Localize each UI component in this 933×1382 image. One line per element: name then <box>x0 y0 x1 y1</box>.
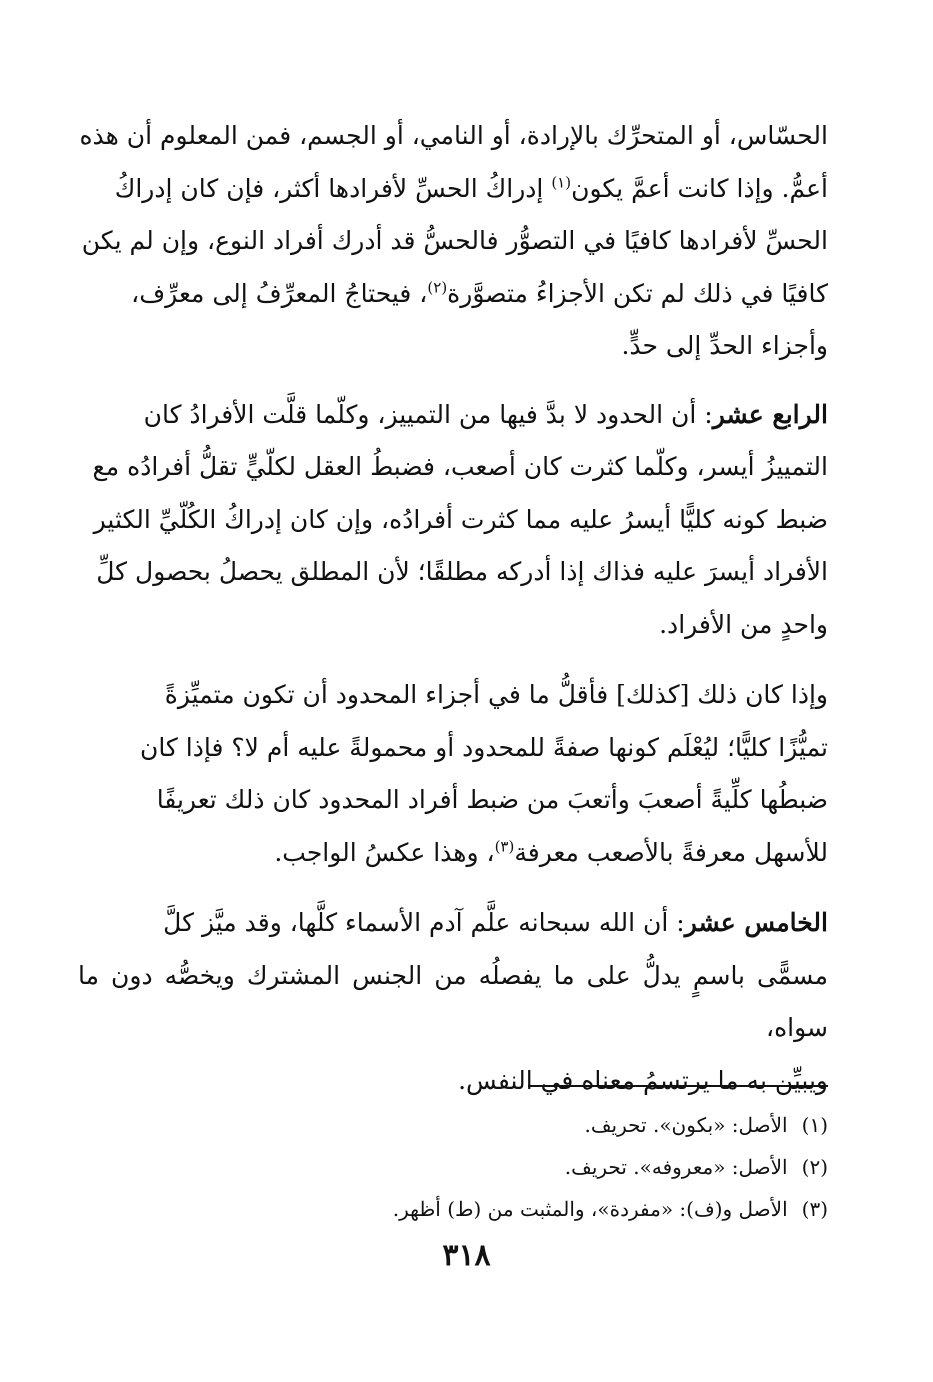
text-line: ضبط كونه كليًّا أيسرُ عليه مما كثرت أفرادُه، وإن كان إدراكُ الكُلّيِّ الكثير <box>93 504 828 534</box>
text-line <box>78 268 828 321</box>
text-segment: : أن الله سبحانه علَّم آدم الأسماء كلَّها، وقد ميَّز كلَّ <box>163 908 685 937</box>
section-heading: الخامس عشر <box>684 908 828 937</box>
text-segment: كافيًا في ذلك لم تكن الأجزاءُ متصوَّرة <box>447 278 828 308</box>
footnote-text: الأصل: «معروفه». تحريف. <box>564 1155 788 1179</box>
text-line <box>78 897 828 950</box>
text-line: الحسّاس، أو المتحرِّك بالإرادة، أو النامي، أو الجسم، فمن المعلوم أن هذه <box>79 121 828 150</box>
footnote-1 <box>200 1104 828 1146</box>
text-line: الأفراد أيسرَ عليه فذاك إذا أدركه مطلقًا؛ لأن المطلق يحصلُ بحصول كلِّ <box>96 557 828 586</box>
text-line: الحسِّ لأفرادها كافيًا في التصوُّر فالحسُّ قد أدرك أفراد النوع، وإن لم يكن <box>81 226 828 255</box>
text-segment: للأسهل معرفةً بالأصعب معرفة <box>514 837 828 867</box>
section-heading: الرابع عشر <box>712 399 828 429</box>
page-body <box>78 110 828 1125</box>
text-segment: إدراكُ الحسِّ لأفرادها أكثر، فإن كان إدراكُ <box>114 173 552 203</box>
footnote-text: الأصل و(ف): «مفردة»، والمثبت من (ط) أظهر. <box>392 1197 788 1221</box>
text-segment: : أن الحدود لا بدَّ فيها من التمييز، وكلّما قلَّت الأفرادُ كان <box>143 399 713 429</box>
text-line <box>78 389 828 442</box>
text-segment: ، فيحتاجُ المعرِّفُ إلى معرِّف، <box>131 278 428 308</box>
text-line: ويبيِّن به ما يرتسمُ معناه في النفس. <box>458 1065 828 1095</box>
footnote-2 <box>200 1146 828 1188</box>
text-segment: ، وهذا عكسُ الواجب. <box>274 837 495 867</box>
footnote-number: (١) <box>801 1113 828 1137</box>
text-line: ضبطُها كلِّيةً أصعبَ وأتعبَ من ضبط أفراد المحدود كان ذلك تعريفًا <box>156 785 828 814</box>
text-line: تميُّزًا كليًّا؛ ليُعْلَم كونها صفةً للمحدود أو محمولةً عليه أم لا؟ فإذا كان <box>139 732 828 762</box>
footnote-text: الأصل: «بكون». تحريف. <box>584 1113 788 1137</box>
page-number: ٣١٨ <box>442 1238 491 1273</box>
text-line: وإذا كان ذلك [كذلك] فأقلُّ ما في أجزاء المحدود أن تكون متميِّزةً <box>164 680 828 709</box>
paragraph-4 <box>78 897 828 1107</box>
text-line: التمييزُ أيسر، وكلّما كثرت كان أصعب، فضبطُ العقل لكلّيٍّ تقلُّ أفرادُه مع <box>92 452 828 481</box>
footnote-number: (٣) <box>801 1197 828 1221</box>
footnotes <box>200 1104 828 1230</box>
text-line <box>78 163 828 216</box>
footnote-ref-3[interactable]: (٣) <box>494 837 515 856</box>
footnote-ref-1[interactable]: (١) <box>551 173 572 192</box>
footnote-separator <box>528 1085 828 1087</box>
footnote-ref-2[interactable]: (٢) <box>427 278 448 297</box>
footnote-number: (٢) <box>801 1155 828 1179</box>
paragraph-3 <box>78 669 828 879</box>
text-segment: أعمُّ. وإذا كانت أعمَّ يكون <box>571 173 828 203</box>
paragraph-1 <box>78 110 828 373</box>
footnote-3 <box>200 1188 828 1230</box>
text-line: وأجزاء الحدِّ إلى حدٍّ. <box>621 331 828 360</box>
text-line <box>78 827 828 880</box>
paragraph-2 <box>78 389 828 652</box>
text-line: واحدٍ من الأفراد. <box>659 609 828 639</box>
text-line: مسمًّى باسمٍ يدلُّ على ما يفصلُه من الجنس المشترك ويخصُّه دون ما سواه، <box>78 960 828 1042</box>
